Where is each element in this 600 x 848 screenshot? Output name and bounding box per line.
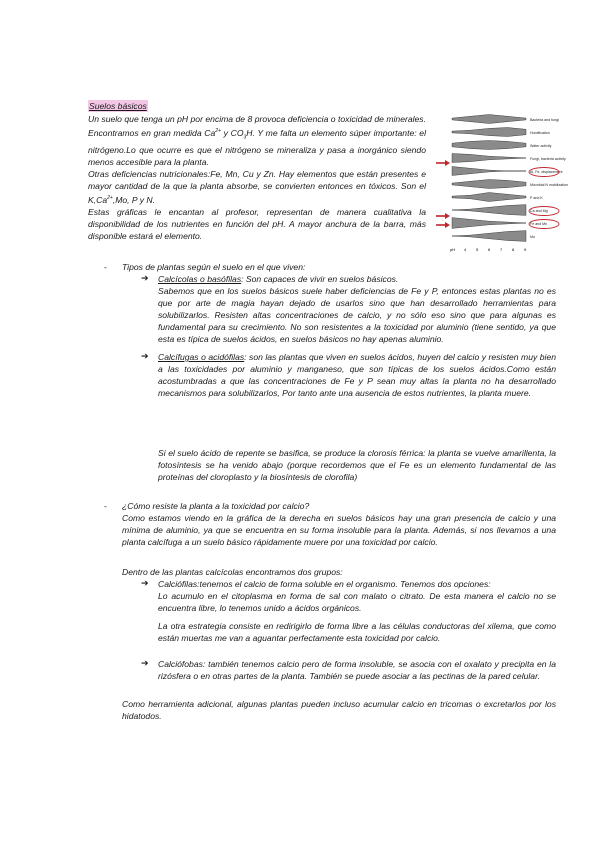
- intro-text: [88, 113, 426, 242]
- list-dash: -: [104, 262, 107, 272]
- term-calcifugas: Calcífugas o acidófilas: [158, 352, 245, 362]
- calcicolas-paragraph: Sabemos que en los suelos básicos suele haber deficiencias de Fe y P, entonces estas plantas no es que por arte de magia hayan dejado de usarlos sino que han desarrollado herramientas para solubilizarlos. Resisten altas concentraciones de calcio, y no sólo eso sino que para algunas es fundamental para su crecimiento. No son resistentes a la toxicidad por aluminio (tiene sentido, ya que esta es típica de suelos ácidos, en suelos básicos no hay apenas aluminio.: [158, 286, 556, 345]
- chart-svg: [448, 111, 568, 257]
- chart-label: Microbial N mobilization: [530, 183, 568, 187]
- chart-axis-label: pH: [450, 247, 456, 252]
- chart-label: Water activity: [530, 144, 552, 148]
- chart-label: Al, Fe, displacement: [530, 170, 563, 174]
- chart-tick: 5: [476, 247, 479, 252]
- chart-label: P and K: [530, 196, 543, 200]
- chart-tick: 6: [488, 247, 491, 252]
- chart-label: Ca and Mg: [530, 209, 548, 213]
- intro-paragraph-3: Estas gráficas le encantan al profesor, representan de manera cualitativa la disponibilidad de los nutrientes en función del pH. A mayor anchura de la barra, más disponible estará el elemento.: [88, 207, 426, 242]
- red-arrow-icon: [436, 222, 450, 228]
- calcifugas-paragraph: Si el suelo ácido de repente se basifica, se produce la clorosis férrica: la planta se vuelve amarillenta, la fotosíntesis se ha venido abajo (porque recordemos que el Fe es un elemento fundamental de las proteínas del cloroplasto y la biosíntesis de clorofila): [158, 448, 556, 483]
- chart-label: Bacteria and fungi: [530, 118, 559, 122]
- intro-paragraph-1: Un suelo que tenga un pH por encima de 8 provoca deficiencia o toxicidad de minerales. Encontramos en gran medida $Ca^{2+}$ y $CO_3H$. Y me falta un elemento súper importante: el nitrógeno.Lo que ocurre es que el nitrógeno se mineraliza y pasa a inorgánico siendo menos accesible para la planta.: [88, 114, 426, 167]
- section2-paragraph-1: Como estamos viendo en la gráfica de la derecha en suelos básicos hay una gran presencia de calcio y una mínima de aluminio, ya que se encuentra en su forma insoluble para la planta. Además, si nos llevamos a una planta calcífuga a un suelo básico rápidamente muere por una toxicidad por calcio.: [122, 513, 556, 548]
- chart-label: Humification: [530, 131, 550, 135]
- section2-paragraph-3: Como herramienta adicional, algunas plantas pueden incluso acumular calcio en tricomas o excretarlos por los hidatodos.: [122, 699, 556, 722]
- item-calciofilas: Calciófilas:tenemos el calcio de forma soluble en el organismo. Tenemos dos opciones:: [158, 579, 491, 589]
- chart-label: Fungi, bacteria activity: [530, 157, 566, 161]
- chart-tick: 9: [524, 247, 527, 252]
- chart-label: Mo: [530, 235, 535, 239]
- chart-label: Fe and Mn: [530, 222, 548, 226]
- item-calcicolas: Calcícolas o basófilas: Son capaces de vivir en suelos básicos.: [158, 274, 399, 284]
- section-heading: Suelos básicos: [89, 101, 147, 111]
- chart-tick: 8: [512, 247, 515, 252]
- red-arrow-icon: [436, 160, 450, 166]
- section1-title: Tipos de plantas según el suelo en el que viven:: [122, 262, 306, 272]
- section2-paragraph-2: Dentro de las plantas calcícolas encontramos dos grupos:: [122, 567, 343, 577]
- term-calcicolas: Calcícolas o basófilas: [158, 274, 242, 284]
- section2-title: ¿Cómo resiste la planta a la toxicidad por calcio?: [122, 501, 310, 511]
- chart-tick: 7: [500, 247, 503, 252]
- item-calcifugas: Calcífugas o acidófilas: son las plantas que viven en suelos ácidos, huyen del calcio y resisten muy bien a las toxicidades por aluminio y manganeso, que son típicas de los suelos ácidos.Como están acostumbradas a que las concentraciones de Fe y P sean muy altas la planta no ha desarrollado mecanismos para solubilizarlos, Por tanto ante una ausencia de estos nutrientes, la planta muere.: [158, 352, 557, 399]
- arrow-bullet-icon: ➔: [141, 273, 149, 283]
- calciofilas-paragraph-1: Lo acumulo en el citoplasma en forma de sal con malato o citrato. De esta manera el calcio no se encuentra libre, lo tenemos unido a ácidos orgánicos.: [158, 591, 556, 614]
- arrow-bullet-icon: ➔: [141, 658, 149, 668]
- red-arrow-icon: [436, 213, 450, 219]
- nutrient-availability-chart: [448, 111, 568, 257]
- calciofilas-paragraph-2: La otra estrategia consiste en redirigirlo de forma libre a las células conductoras del xilema, que como están muertas me van a aguantar perfectamente esta toxicidad por calcio.: [158, 621, 556, 644]
- intro-paragraph-2: Otras deficiencias nutricionales:Fe, Mn, Cu y Zn. Hay elementos que están presentes e mayor cantidad de la que la planta absorbe, se convierten entonces en tóxicos. Son el $K,Ca^{2+},Mo$, P y N.: [88, 168, 426, 205]
- item-calciofobas: Calciófobas: también tenemos calcio pero de forma insoluble, se asocia con el oxalato y precipita en la rizósfera o en otras partes de la planta. También se puede asociar a las pectinas de la pared celular.: [158, 659, 556, 682]
- arrow-bullet-icon: ➔: [141, 578, 149, 588]
- arrow-bullet-icon: ➔: [141, 351, 149, 361]
- chart-tick: 4: [464, 247, 467, 252]
- list-dash: -: [104, 501, 107, 511]
